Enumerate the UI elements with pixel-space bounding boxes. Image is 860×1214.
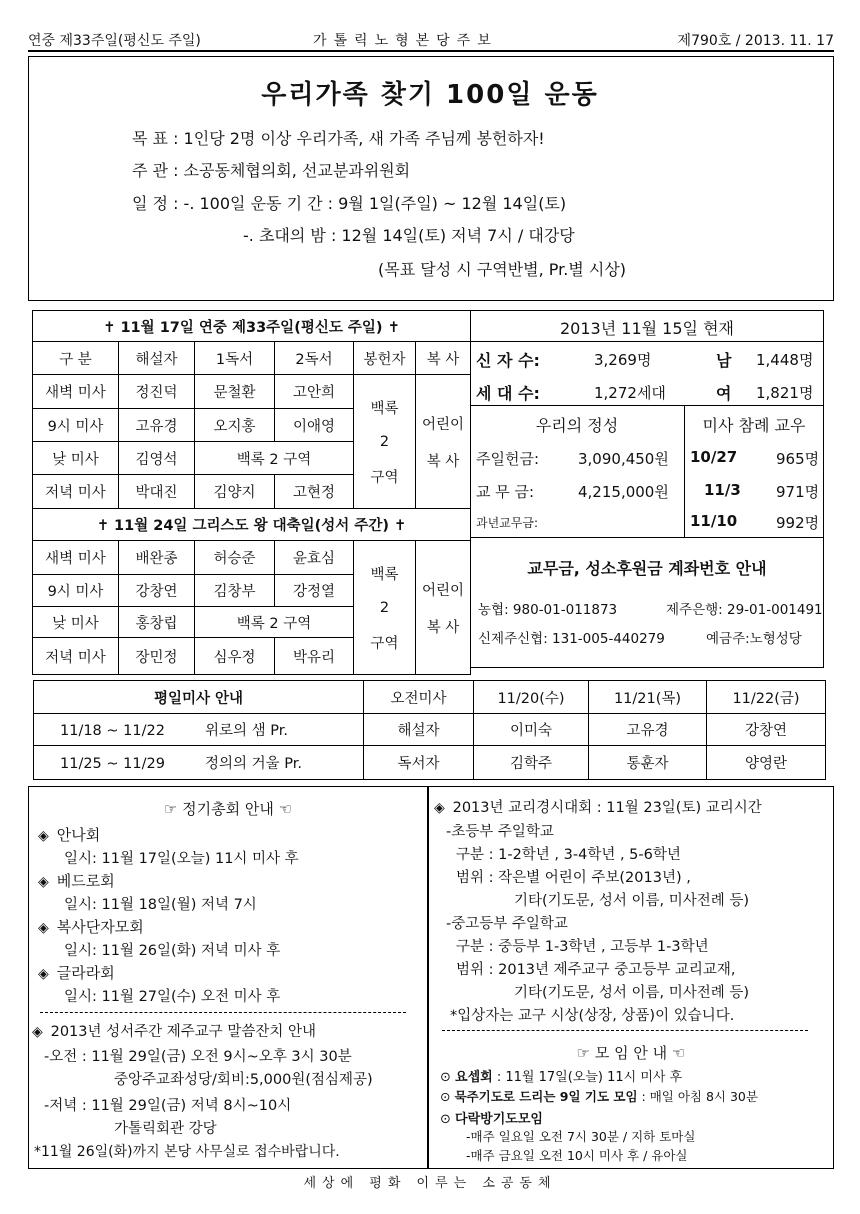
female-count: 1,821명 <box>756 384 814 402</box>
header-parish-name: 가톨릭노형본당주보 <box>313 33 498 49</box>
col-reading2: 2독서 <box>275 342 354 375</box>
gather-detail: -매주 일요일 오전 7시 30분 / 지하 토마실 <box>466 1129 696 1144</box>
attend-date: 11/3 <box>704 481 741 499</box>
diamond-icon: ◈ <box>38 966 49 982</box>
quiz-line: 범위 : 작은별 어린이 주보(2013년) , <box>456 870 691 886</box>
altar-line: 어린이 <box>421 416 465 433</box>
sunday-collection-label: 주일헌금: <box>476 450 540 468</box>
meeting-name: 복사단자모회 <box>56 918 144 936</box>
table-row: 낮 미사 <box>33 442 119 475</box>
offer-line: 백록 <box>370 566 399 583</box>
cell: 배완종 <box>119 541 195 575</box>
gather-title: ☞ 모 임 안 내 ☜ <box>576 1044 686 1062</box>
weekday-title: 평일미사 안내 <box>34 681 364 714</box>
offer-line: 2 <box>379 599 390 616</box>
table-row: 새벽 미사 <box>33 375 119 409</box>
altar-line: 복 사 <box>426 619 460 636</box>
mass-roster-table <box>32 310 471 675</box>
mass1-offertory-group <box>354 375 416 509</box>
week-pr: 정의의 거울 Pr. <box>204 756 302 772</box>
offer-line: 구역 <box>370 469 399 486</box>
cell: 박유리 <box>275 638 354 675</box>
meeting-name: 안나회 <box>56 826 101 844</box>
mass1-altar-group <box>416 375 471 509</box>
attend-count: 965명 <box>776 450 820 468</box>
header-rule <box>28 50 834 52</box>
campaign-invite-night: -. 초대의 밤 : 12월 14일(토) 저녁 7시 / 대강당 <box>243 226 575 245</box>
meeting-name: 글라라회 <box>56 964 115 982</box>
circle-dot-icon: ⊙ <box>440 1112 451 1127</box>
diamond-icon: ◈ <box>434 800 445 816</box>
cell: 고현정 <box>275 475 354 509</box>
meeting-item <box>38 962 115 983</box>
table-row: 9시 미사 <box>33 409 119 442</box>
gather-name: 묵주기도로 드리는 9일 기도 모임 <box>454 1089 638 1104</box>
altar-line: 어린이 <box>421 582 465 599</box>
female-label: 여 <box>716 384 732 403</box>
quiz-line: *입상자는 교구 시상(상장, 상품)이 있습니다. <box>450 1008 735 1024</box>
meeting-time: 일시: 11월 26일(화) 저녁 미사 후 <box>64 943 281 959</box>
week-range: 11/18 ~ 11/22 <box>60 723 165 739</box>
quiz-line: 기타(기도문, 성서 이름, 미사전례 등) <box>514 893 750 909</box>
circle-dot-icon: ⊙ <box>440 1070 451 1085</box>
meeting-item <box>38 916 144 937</box>
offering-title: 우리의 정성 <box>535 416 619 435</box>
attend-count: 971명 <box>776 483 820 501</box>
gather-item <box>440 1087 758 1105</box>
attendance-title: 미사 참례 교우 <box>702 416 806 435</box>
divider <box>470 341 824 342</box>
dashed-divider <box>40 1012 406 1013</box>
dashed-divider <box>442 1030 808 1031</box>
table-row: 저녁 미사 <box>33 638 119 675</box>
col-fri: 11/22(금) <box>707 681 826 714</box>
offer-line: 백록 <box>370 400 399 417</box>
col-altar-server: 복 사 <box>416 342 471 375</box>
festival-evening: -저녁 : 11월 29일(금) 저녁 8시~10시 <box>44 1098 292 1114</box>
account-credit-union: 신제주신협: 131-005-440279 <box>478 631 665 647</box>
table-row <box>34 714 364 746</box>
stats-date: 2013년 11월 15일 현재 <box>560 319 734 338</box>
cell: 정진덕 <box>119 375 195 409</box>
bulletin-header <box>28 26 834 52</box>
gather-name: 요셉회 <box>455 1070 493 1085</box>
mass2-title: ✝ 11월 24일 그리스도 왕 대축일(성서 주간) ✝ <box>33 509 471 541</box>
dues-amount: 4,215,000원 <box>578 483 669 501</box>
week-range: 11/25 ~ 11/29 <box>60 756 165 772</box>
offer-line: 구역 <box>370 635 399 652</box>
diamond-icon: ◈ <box>32 1024 43 1040</box>
mass1-title: ✝ 11월 17일 연중 제33주일(평신도 주일) ✝ <box>33 311 471 342</box>
cell: 문철환 <box>195 375 275 409</box>
cell: 김학주 <box>474 746 589 780</box>
cell: 김창부 <box>195 575 275 607</box>
festival-morning: -오전 : 11월 29일(금) 오전 9시~오후 3시 30분 <box>44 1049 352 1065</box>
meeting-title: ☞ 정기총회 안내 ☜ <box>163 800 293 818</box>
cell: 해설자 <box>364 714 474 746</box>
households-count: 1,272세대 <box>594 384 666 402</box>
meeting-time: 일시: 11월 18일(월) 저녁 7시 <box>64 897 257 913</box>
col-morning: 오전미사 <box>364 681 474 714</box>
festival-title <box>32 1020 316 1041</box>
festival-register: *11월 26일(화)까지 본당 사무실로 접수바랍니다. <box>34 1144 340 1160</box>
diamond-icon: ◈ <box>38 874 49 890</box>
gather-name: 다락방기도모임 <box>455 1112 543 1127</box>
meeting-name: 베드로회 <box>56 872 115 890</box>
believers-count: 3,269명 <box>594 351 652 369</box>
account-holder: 예금주:노형성당 <box>706 631 802 647</box>
table-row: 저녁 미사 <box>33 475 119 509</box>
table-row <box>34 746 364 780</box>
cell: 오지홍 <box>195 409 275 442</box>
col-reading1: 1독서 <box>195 342 275 375</box>
cell: 백록 2 구역 <box>195 442 354 475</box>
cell: 강창연 <box>119 575 195 607</box>
week-pr: 위로의 샘 Pr. <box>204 723 288 739</box>
account-nh: 농협: 980-01-011873 <box>478 602 618 618</box>
account-title: 교무금, 성소후원금 계좌번호 안내 <box>527 559 767 578</box>
divider <box>470 537 824 538</box>
past-dues-label: 과년교무금: <box>476 516 539 530</box>
campaign-organizer: 주 관 : 소공동체협의회, 선교분과위원회 <box>132 161 411 180</box>
col-commentator: 해설자 <box>119 342 195 375</box>
gather-item <box>440 1108 543 1127</box>
attend-date: 10/27 <box>690 448 738 466</box>
gather-item <box>440 1066 682 1085</box>
cell: 김영석 <box>119 442 195 475</box>
festival-title-text: 2013년 성서주간 제주교구 말씀잔치 안내 <box>50 1024 317 1040</box>
attend-count: 992명 <box>776 514 820 532</box>
quiz-line: 기타(기도문, 성서 이름, 미사전례 등) <box>514 985 750 1001</box>
altar-line: 복 사 <box>426 453 460 470</box>
col-offertory: 봉헌자 <box>354 342 416 375</box>
gather-detail: : 매일 아침 8시 30분 <box>637 1089 758 1104</box>
cell: 장민정 <box>119 638 195 675</box>
meeting-item <box>38 824 100 845</box>
diamond-icon: ◈ <box>38 920 49 936</box>
cell: 박대진 <box>119 475 195 509</box>
col-wed: 11/20(수) <box>474 681 589 714</box>
festival-venue: 중앙주교좌성당/회비:5,000원(점심제공) <box>114 1072 373 1088</box>
cell: 허승준 <box>195 541 275 575</box>
cell: 고유경 <box>119 409 195 442</box>
header-sunday: 연중 제33주일(평신도 주일) <box>28 33 201 49</box>
quiz-line: -초등부 주일학교 <box>446 824 554 840</box>
table-row: 9시 미사 <box>33 575 119 607</box>
table-row: 낮 미사 <box>33 607 119 638</box>
bulletin-footer: 세상에 평화 이루는 소공동체 <box>303 1176 557 1191</box>
male-label: 남 <box>716 351 732 370</box>
campaign-schedule: 일 정 : -. 100일 운동 기 간 : 9월 1일(주일) ~ 12월 14일(토) <box>132 194 567 213</box>
col-category: 구 분 <box>33 342 119 375</box>
cell: 강창연 <box>707 714 826 746</box>
table-row: 새벽 미사 <box>33 541 119 575</box>
col-thu: 11/21(목) <box>589 681 707 714</box>
attend-date: 11/10 <box>690 512 738 530</box>
cell: 홍창립 <box>119 607 195 638</box>
quiz-line: 구분 : 1-2학년 , 3-4학년 , 5-6학년 <box>456 847 681 863</box>
quiz-line: -중고등부 주일학교 <box>446 916 568 932</box>
campaign-title: 우리가족 찾기 100일 운동 <box>261 80 599 110</box>
offer-line: 2 <box>379 433 390 450</box>
header-issue: 제790호 / 2013. 11. 17 <box>677 33 834 49</box>
quiz-title <box>434 796 762 817</box>
festival-hall: 가톨릭회관 강당 <box>114 1121 217 1137</box>
cell: 독서자 <box>364 746 474 780</box>
sunday-collection-amount: 3,090,450원 <box>578 450 669 468</box>
cell: 고안희 <box>275 375 354 409</box>
gather-detail: -매주 금요일 오전 10시 미사 후 / 유아실 <box>466 1148 688 1163</box>
cell: 이미숙 <box>474 714 589 746</box>
campaign-prize: (목표 달성 시 구역반별, Pr.별 시상) <box>378 260 627 279</box>
cell: 이애영 <box>275 409 354 442</box>
campaign-goal: 목 표 : 1인당 2명 이상 우리가족, 새 가족 주님께 봉헌하자! <box>132 129 545 148</box>
quiz-line: 구분 : 중등부 1-3학년 , 고등부 1-3학년 <box>456 939 709 955</box>
circle-dot-icon: ⊙ <box>440 1089 451 1104</box>
cell: 고유경 <box>589 714 707 746</box>
cell: 백록 2 구역 <box>195 607 354 638</box>
meeting-time: 일시: 11월 17일(오늘) 11시 미사 후 <box>64 851 299 867</box>
gather-detail: : 11월 17일(오늘) 11시 미사 후 <box>492 1070 683 1085</box>
quiz-title-text: 2013년 교리경시대회 : 11월 23일(토) 교리시간 <box>452 800 762 816</box>
cell: 김양지 <box>195 475 275 509</box>
weekday-mass-table <box>33 680 826 780</box>
cell: 양영란 <box>707 746 826 780</box>
cell: 윤효심 <box>275 541 354 575</box>
mass2-offertory-group <box>354 541 416 675</box>
cell: 통훈자 <box>589 746 707 780</box>
quiz-line: 범위 : 2013년 제주교구 중고등부 교리교재, <box>456 962 736 978</box>
meeting-time: 일시: 11월 27일(수) 오전 미사 후 <box>64 989 281 1005</box>
cell: 강정열 <box>275 575 354 607</box>
mass2-altar-group <box>416 541 471 675</box>
households-label: 세 대 수: <box>476 384 540 403</box>
diamond-icon: ◈ <box>38 828 49 844</box>
cell: 심우정 <box>195 638 275 675</box>
dues-label: 교 무 금: <box>476 483 535 501</box>
meeting-item <box>38 870 115 891</box>
believers-label: 신 자 수: <box>476 351 540 370</box>
male-count: 1,448명 <box>756 351 814 369</box>
divider <box>470 405 824 406</box>
account-jeju-bank: 제주은행: 29-01-001491 <box>666 602 823 618</box>
